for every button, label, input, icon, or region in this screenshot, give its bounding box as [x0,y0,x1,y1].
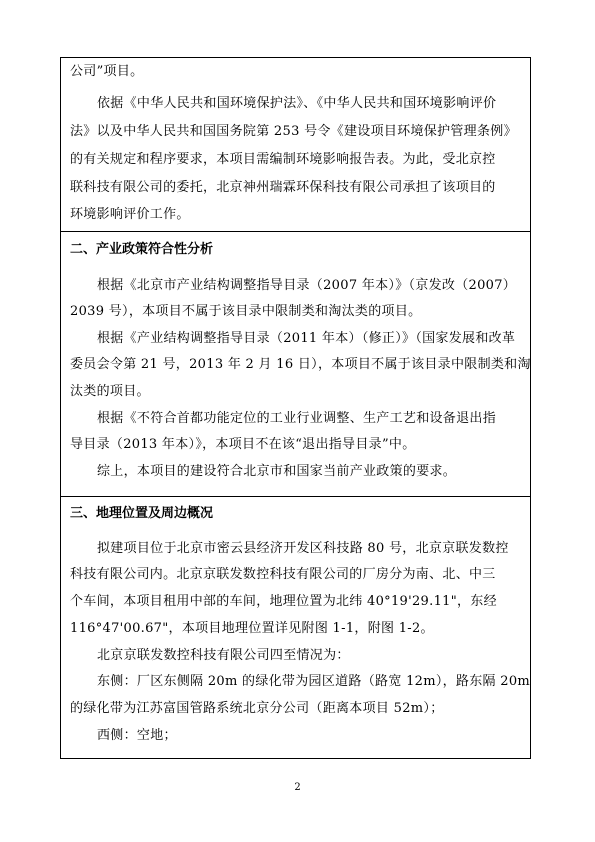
paragraph-line: 116°47'00.67"，本项目地理位置详见附图 1-1，附图 1-2。 [70,621,434,636]
paragraph-line: 公司”项目。 [70,64,144,79]
paragraph-line: 根据《北京市产业结构调整指导目录（2007 年本）》（京发改（2007） [97,278,517,293]
paragraph-line: 综上，本项目的建设符合北京市和国家当前产业政策的要求。 [97,464,457,479]
paragraph-line: 个车间，本项目租用中部的车间，地理位置为北纬 40°19'29.11"，东经 [70,594,497,609]
paragraph-line: 根据《产业结构调整指导目录（2011 年本）（修正）》（国家发展和改革 [97,331,516,346]
paragraph-line: 东侧：厂区东侧隔 20m 的绿化带为园区道路（路宽 12m），路东隔 20m [97,674,531,689]
paragraph-line: 北京京联发数控科技有限公司四至情况为： [97,648,350,663]
section-heading: 二、产业政策符合性分析 [70,242,214,257]
paragraph-line: 的绿化带为江苏富国管路系统北京分公司（距离本项目 52m）； [70,701,444,716]
paragraph-line: 汰类的项目。 [70,384,150,399]
paragraph-line: 拟建项目位于北京市密云县经济开发区科技路 80 号，北京京联发数控 [97,541,509,556]
paragraph-line: 科技有限公司内。北京京联发数控科技有限公司的厂房分为南、北、中三 [70,567,496,582]
section-divider [60,496,531,497]
paragraph-line: 环境影响评价工作。 [70,207,190,222]
paragraph-line: 2039 号），本项目不属于该目录中限制类和淘汰类的项目。 [70,304,422,319]
paragraph-line: 委员会令第 21 号，2013 年 2 月 16 日），本项目不属于该目录中限制类和淘 [70,357,531,372]
paragraph-line: 根据《不符合首都功能定位的工业行业调整、生产工艺和设备退出指 [97,411,497,426]
section-divider [60,231,531,232]
paragraph-line: 的有关规定和程序要求，本项目需编制环境影响报告表。为此，受北京控 [70,152,496,167]
paragraph-line: 联科技有限公司的委托，北京神州瑞霖环保科技有限公司承担了该项目的 [70,180,496,195]
paragraph-line: 导目录（2013 年本）》，本项目不在该“退出指导目录”中。 [70,437,416,452]
paragraph-line: 依据《中华人民共和国环境保护法》、《中华人民共和国环境影响评价 [97,96,497,111]
paragraph-line: 法》以及中华人民共和国国务院第 253 号令《建设项目环境保护管理条例》 [70,124,517,139]
paragraph-line: 西侧：空地； [97,728,177,743]
section-heading: 三、地理位置及周边概况 [70,506,214,521]
page-number: 2 [294,782,301,793]
